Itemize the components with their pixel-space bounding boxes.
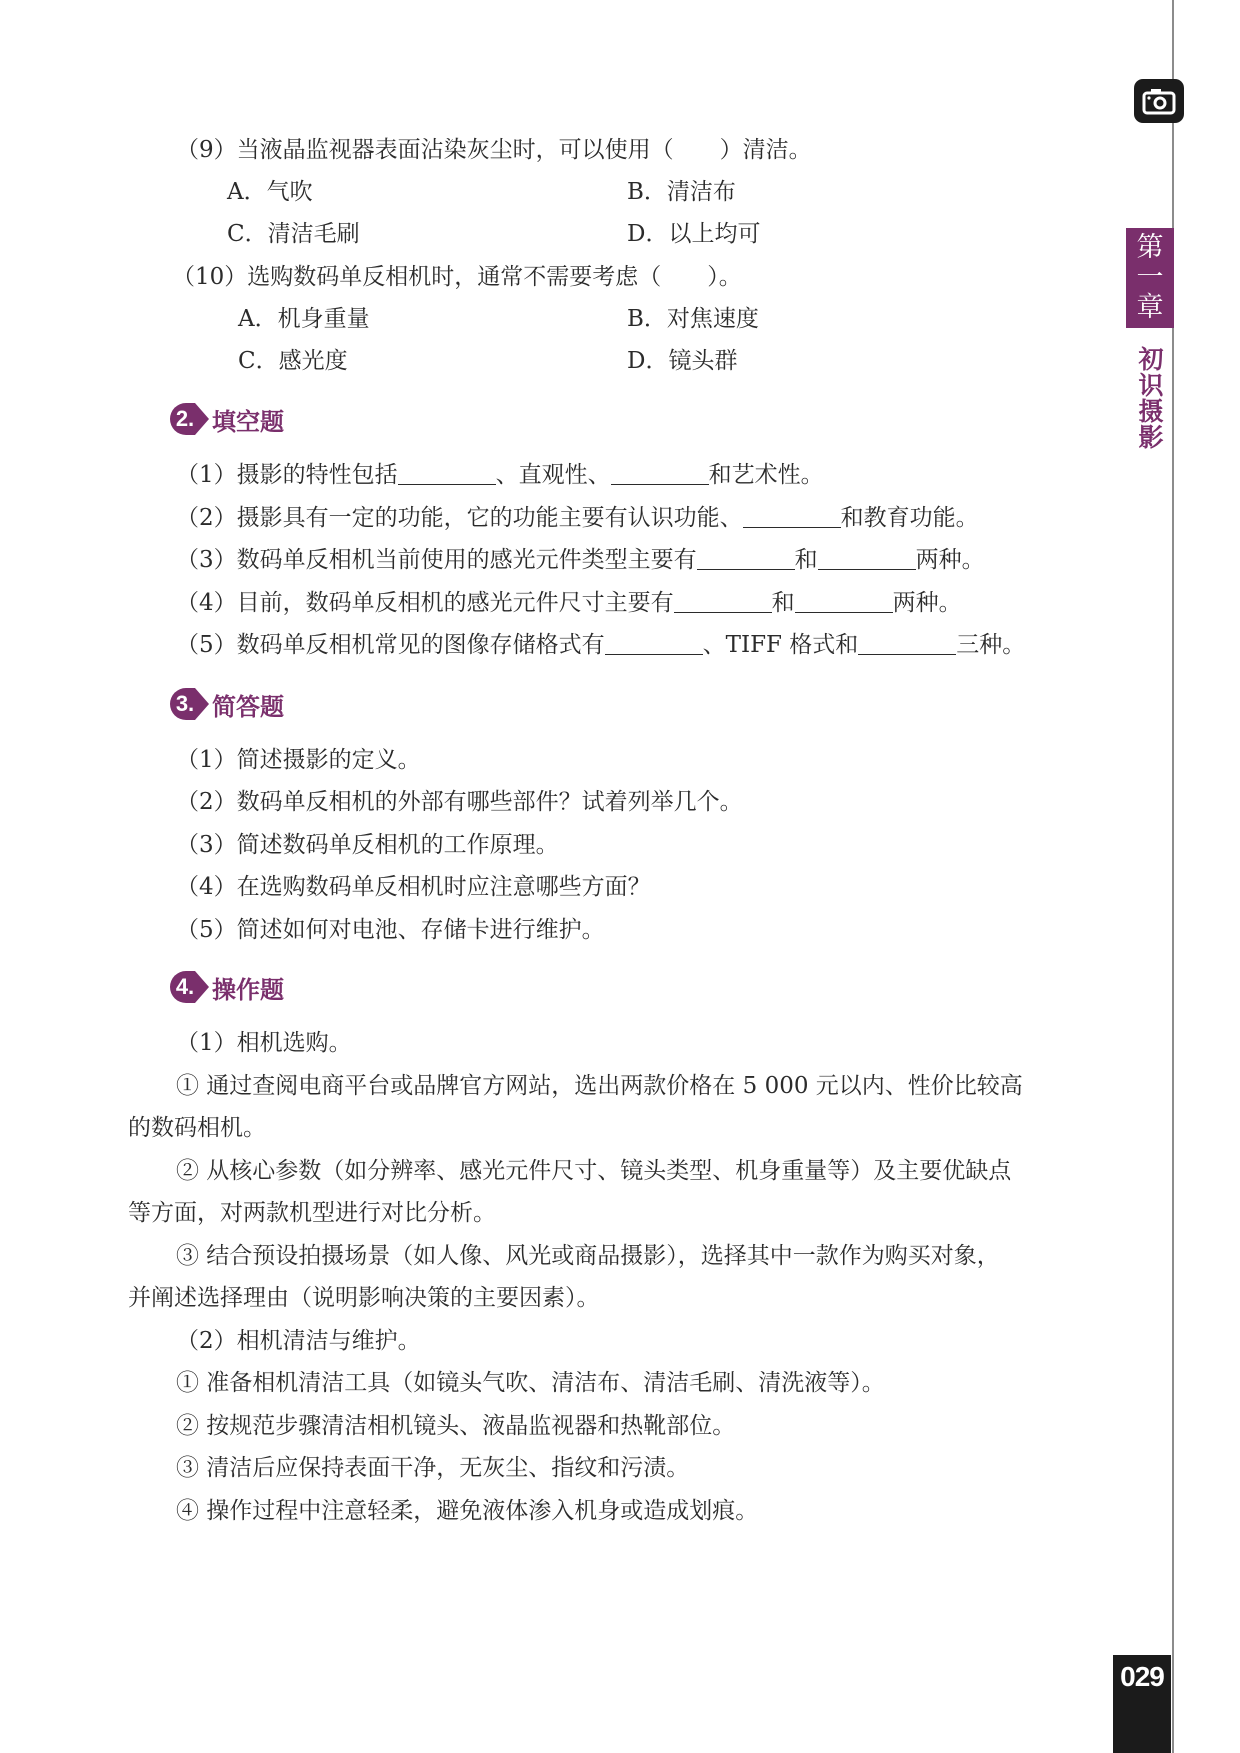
text-part: 、直观性、 bbox=[495, 462, 611, 488]
short-question-5: （5）简述如何对电池、存储卡进行维护。 bbox=[176, 917, 605, 943]
q9-option-b: B．清洁布 bbox=[627, 179, 736, 205]
section-title: 填空题 bbox=[212, 407, 284, 436]
chapter-name-char: 摄 bbox=[1138, 397, 1164, 426]
chapter-name-char: 识 bbox=[1138, 371, 1164, 400]
text-part: （3）数码单反相机当前使用的感光元件类型主要有 bbox=[176, 547, 697, 573]
q9-option-d: D．以上均可 bbox=[627, 221, 761, 247]
q10-option-c: C．感光度 bbox=[238, 348, 348, 374]
operation-task-1-step-2-cont: 等方面，对两款机型进行对比分析。 bbox=[128, 1200, 496, 1226]
section-number-badge bbox=[169, 402, 211, 436]
operation-task-1-step-3-cont: 并阐述选择理由（说明影响决策的主要因素）。 bbox=[128, 1285, 600, 1311]
fill-question-2 bbox=[176, 503, 979, 533]
chapter-tab-char: 章 bbox=[1136, 292, 1164, 323]
text-part: 和教育功能。 bbox=[840, 505, 979, 531]
text-part: 和艺术性。 bbox=[708, 462, 824, 488]
blank bbox=[605, 630, 703, 655]
page-number: 029 bbox=[1120, 1661, 1164, 1692]
text-part: 和 bbox=[771, 590, 795, 616]
q10-option-b: B．对焦速度 bbox=[627, 306, 759, 332]
operation-task-1-step-3: ③ 结合预设拍摄场景（如人像、风光或商品摄影），选择其中一款作为购买对象， bbox=[176, 1243, 1000, 1269]
blank bbox=[743, 503, 841, 528]
question-9: （9）当液晶监视器表面沾染灰尘时，可以使用（ ）清洁。 bbox=[176, 137, 812, 163]
chapter-name-char: 初 bbox=[1138, 345, 1164, 374]
q9-option-a: A．气吹 bbox=[227, 179, 313, 205]
chapter-name bbox=[1133, 347, 1169, 451]
blank bbox=[818, 545, 916, 570]
fill-question-5 bbox=[176, 630, 1025, 660]
blank bbox=[697, 545, 795, 570]
text-part: （4）目前，数码单反相机的感光元件尺寸主要有 bbox=[176, 590, 674, 616]
operation-task-1-step-1-cont: 的数码相机。 bbox=[128, 1115, 266, 1141]
text-part: （5）数码单反相机常见的图像存储格式有 bbox=[176, 632, 605, 658]
section-short-answer-heading bbox=[169, 687, 284, 721]
section-number-badge bbox=[169, 687, 211, 721]
operation-task-1-step-1: ① 通过查阅电商平台或品牌官方网站，选出两款价格在 5 000 元以内、性价比较高 bbox=[176, 1073, 1023, 1099]
fill-question-3 bbox=[176, 545, 985, 575]
section-number: 2. bbox=[175, 406, 195, 431]
text-part: 两种。 bbox=[915, 547, 985, 573]
operation-task-2-step-2: ② 按规范步骤清洁相机镜头、液晶监视器和热靴部位。 bbox=[176, 1413, 736, 1439]
blank bbox=[611, 460, 709, 485]
q9-option-c: C．清洁毛刷 bbox=[227, 221, 360, 247]
blank bbox=[398, 460, 496, 485]
text-part: 两种。 bbox=[892, 590, 962, 616]
q10-option-d: D．镜头群 bbox=[627, 348, 738, 374]
text-part: 、TIFF 格式和 bbox=[702, 632, 859, 658]
short-question-4: （4）在选购数码单反相机时应注意哪些方面？ bbox=[176, 874, 651, 900]
section-number: 3. bbox=[175, 691, 195, 716]
section-operation-heading bbox=[169, 970, 284, 1004]
operation-task-1: （1）相机选购。 bbox=[176, 1030, 352, 1056]
short-question-3: （3）简述数码单反相机的工作原理。 bbox=[176, 832, 559, 858]
short-question-2: （2）数码单反相机的外部有哪些部件？试着列举几个。 bbox=[176, 789, 743, 815]
question-10: （10）选购数码单反相机时，通常不需要考虑（ ）。 bbox=[172, 264, 742, 290]
fill-question-1 bbox=[176, 460, 824, 490]
chapter-tab-char: 一 bbox=[1136, 262, 1164, 293]
text-part: 三种。 bbox=[956, 632, 1026, 658]
blank bbox=[858, 630, 956, 655]
operation-task-2-step-3: ③ 清洁后应保持表面干净，无灰尘、指纹和污渍。 bbox=[176, 1455, 690, 1481]
page-number-box bbox=[1113, 1655, 1171, 1753]
camera-icon bbox=[1134, 79, 1184, 123]
section-title: 简答题 bbox=[212, 692, 284, 721]
blank bbox=[795, 588, 893, 613]
chapter-tab-char: 第 bbox=[1136, 232, 1164, 263]
q10-option-a: A．机身重量 bbox=[238, 306, 370, 332]
text-part: 和 bbox=[794, 547, 818, 573]
section-number-badge bbox=[169, 970, 211, 1004]
section-number: 4. bbox=[175, 974, 195, 999]
operation-task-1-step-2: ② 从核心参数（如分辨率、感光元件尺寸、镜头类型、机身重量等）及主要优缺点 bbox=[176, 1158, 1012, 1184]
text-part: （1）摄影的特性包括 bbox=[176, 462, 398, 488]
operation-task-2: （2）相机清洁与维护。 bbox=[176, 1328, 421, 1354]
chapter-name-char: 影 bbox=[1138, 423, 1164, 452]
section-title: 操作题 bbox=[212, 975, 284, 1004]
operation-task-2-step-4: ④ 操作过程中注意轻柔，避免液体渗入机身或造成划痕。 bbox=[176, 1498, 759, 1524]
operation-task-2-step-1: ① 准备相机清洁工具（如镜头气吹、清洁布、清洁毛刷、清洗液等）。 bbox=[176, 1370, 885, 1396]
blank bbox=[674, 588, 772, 613]
fill-question-4 bbox=[176, 588, 962, 618]
short-question-1: （1）简述摄影的定义。 bbox=[176, 747, 421, 773]
chapter-tab bbox=[1126, 228, 1174, 328]
section-fill-blank-heading bbox=[169, 402, 284, 436]
text-part: （2）摄影具有一定的功能，它的功能主要有认识功能、 bbox=[176, 505, 743, 531]
